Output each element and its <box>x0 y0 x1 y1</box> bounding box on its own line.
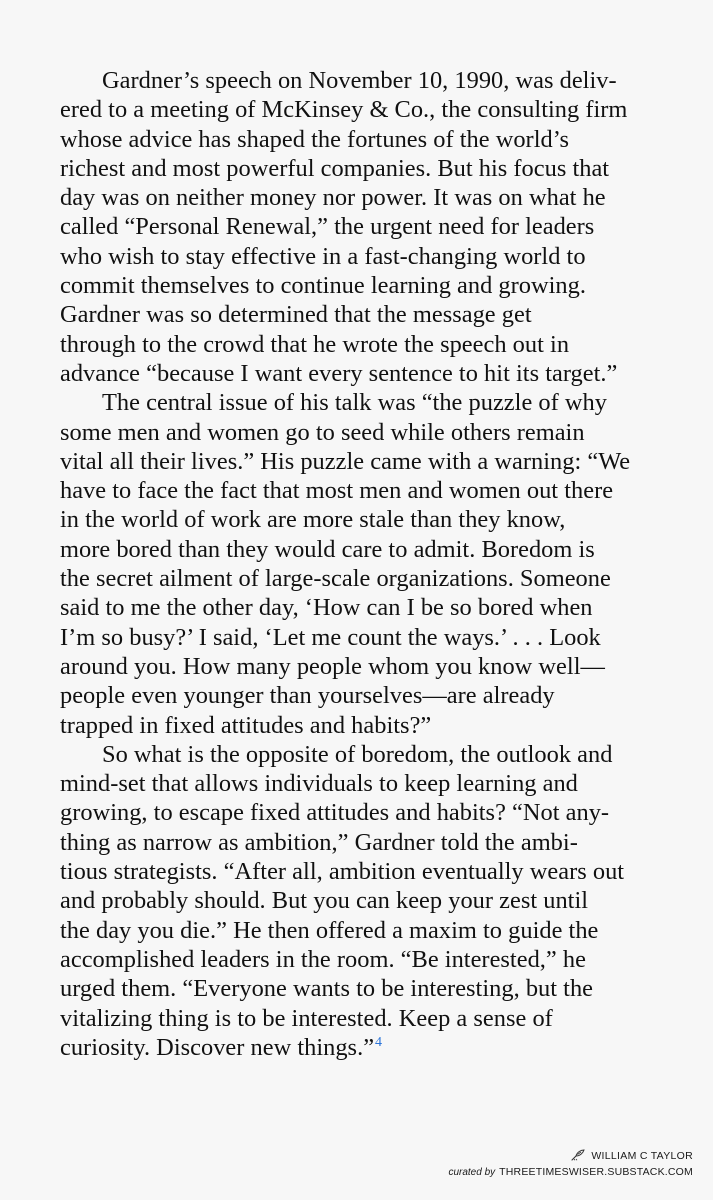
text-line: through to the crowd that he wrote the speech out in <box>60 330 570 358</box>
text-line: said to me the other day, ‘How can I be so bored when <box>60 594 593 622</box>
text-line: who wish to stay effective in a fast-changing world to <box>60 242 586 270</box>
paragraph-1 <box>60 66 680 388</box>
text-line: richest and most powerful companies. But his focus that <box>60 154 610 182</box>
credit-author: WILLIAM C TAYLOR <box>591 1150 693 1162</box>
text-line: whose advice has shaped the fortunes of the world’s <box>60 125 570 153</box>
text-line: thing as narrow as ambition,” Gardner told the ambi- <box>60 828 578 856</box>
text-line: tious strategists. “After all, ambition eventually wears out <box>60 858 625 886</box>
credit-block <box>448 1148 693 1180</box>
text-line: vital all their lives.” His puzzle came with a warning: “We <box>60 447 631 475</box>
text-line: accomplished leaders in the room. “Be interested,” he <box>60 945 586 973</box>
text-line: in the world of work are more stale than they know, <box>60 506 566 534</box>
text-line: trapped in fixed attitudes and habits?” <box>60 711 432 739</box>
text-line: mind-set that allows individuals to keep learning and <box>60 770 578 798</box>
text-line: called “Personal Renewal,” the urgent need for leaders <box>60 213 595 241</box>
text-line: have to face the fact that most men and women out there <box>60 477 614 505</box>
text-line: Gardner’s speech on November 10, 1990, was deliv- <box>102 67 617 94</box>
text-line: growing, to escape fixed attitudes and habits? “Not any- <box>60 799 610 827</box>
text-line-content: curiosity. Discover new things.” <box>60 1033 375 1061</box>
text-line: the secret ailment of large-scale organizations. Someone <box>60 565 611 593</box>
footnote-ref[interactable]: 4 <box>375 1034 383 1050</box>
text-line: commit themselves to continue learning and growing. <box>60 272 586 300</box>
paragraph-2 <box>60 388 680 740</box>
text-line: vitalizing thing is to be interested. Keep a sense of <box>60 1004 553 1032</box>
curated-label: curated by <box>448 1167 496 1178</box>
text-line: advance “because I want every sentence to hit its target.” <box>60 359 618 387</box>
text-line: more bored than they would care to admit. Boredom is <box>60 535 595 563</box>
curator-link[interactable]: THREETIMESWISER.SUBSTACK.COM <box>499 1166 693 1178</box>
book-page <box>60 66 680 1062</box>
text-line: ered to a meeting of McKinsey & Co., the consulting firm <box>60 96 628 124</box>
text-line: around you. How many people whom you know well— <box>60 652 605 680</box>
text-line: some men and women go to seed while others remain <box>60 418 585 446</box>
text-line: people even younger than yourselves—are already <box>60 682 555 710</box>
credit-author-row <box>448 1148 693 1164</box>
quill-icon <box>571 1149 585 1161</box>
text-line: day was on neither money nor power. It was on what he <box>60 184 606 212</box>
text-line: The central issue of his talk was “the puzzle of why <box>102 389 607 417</box>
text-line: So what is the opposite of boredom, the outlook and <box>102 740 613 768</box>
credit-curated-row <box>448 1164 693 1180</box>
text-line: the day you die.” He then offered a maxim to guide the <box>60 916 599 944</box>
text-line: and probably should. But you can keep your zest until <box>60 887 589 915</box>
text-line-last <box>60 1033 680 1062</box>
paragraph-3 <box>60 740 680 1062</box>
text-line: I’m so busy?’ I said, ‘Let me count the ways.’ . . . Look <box>60 623 601 651</box>
text-line: urged them. “Everyone wants to be interesting, but the <box>60 975 594 1003</box>
text-line: Gardner was so determined that the message get <box>60 301 532 329</box>
